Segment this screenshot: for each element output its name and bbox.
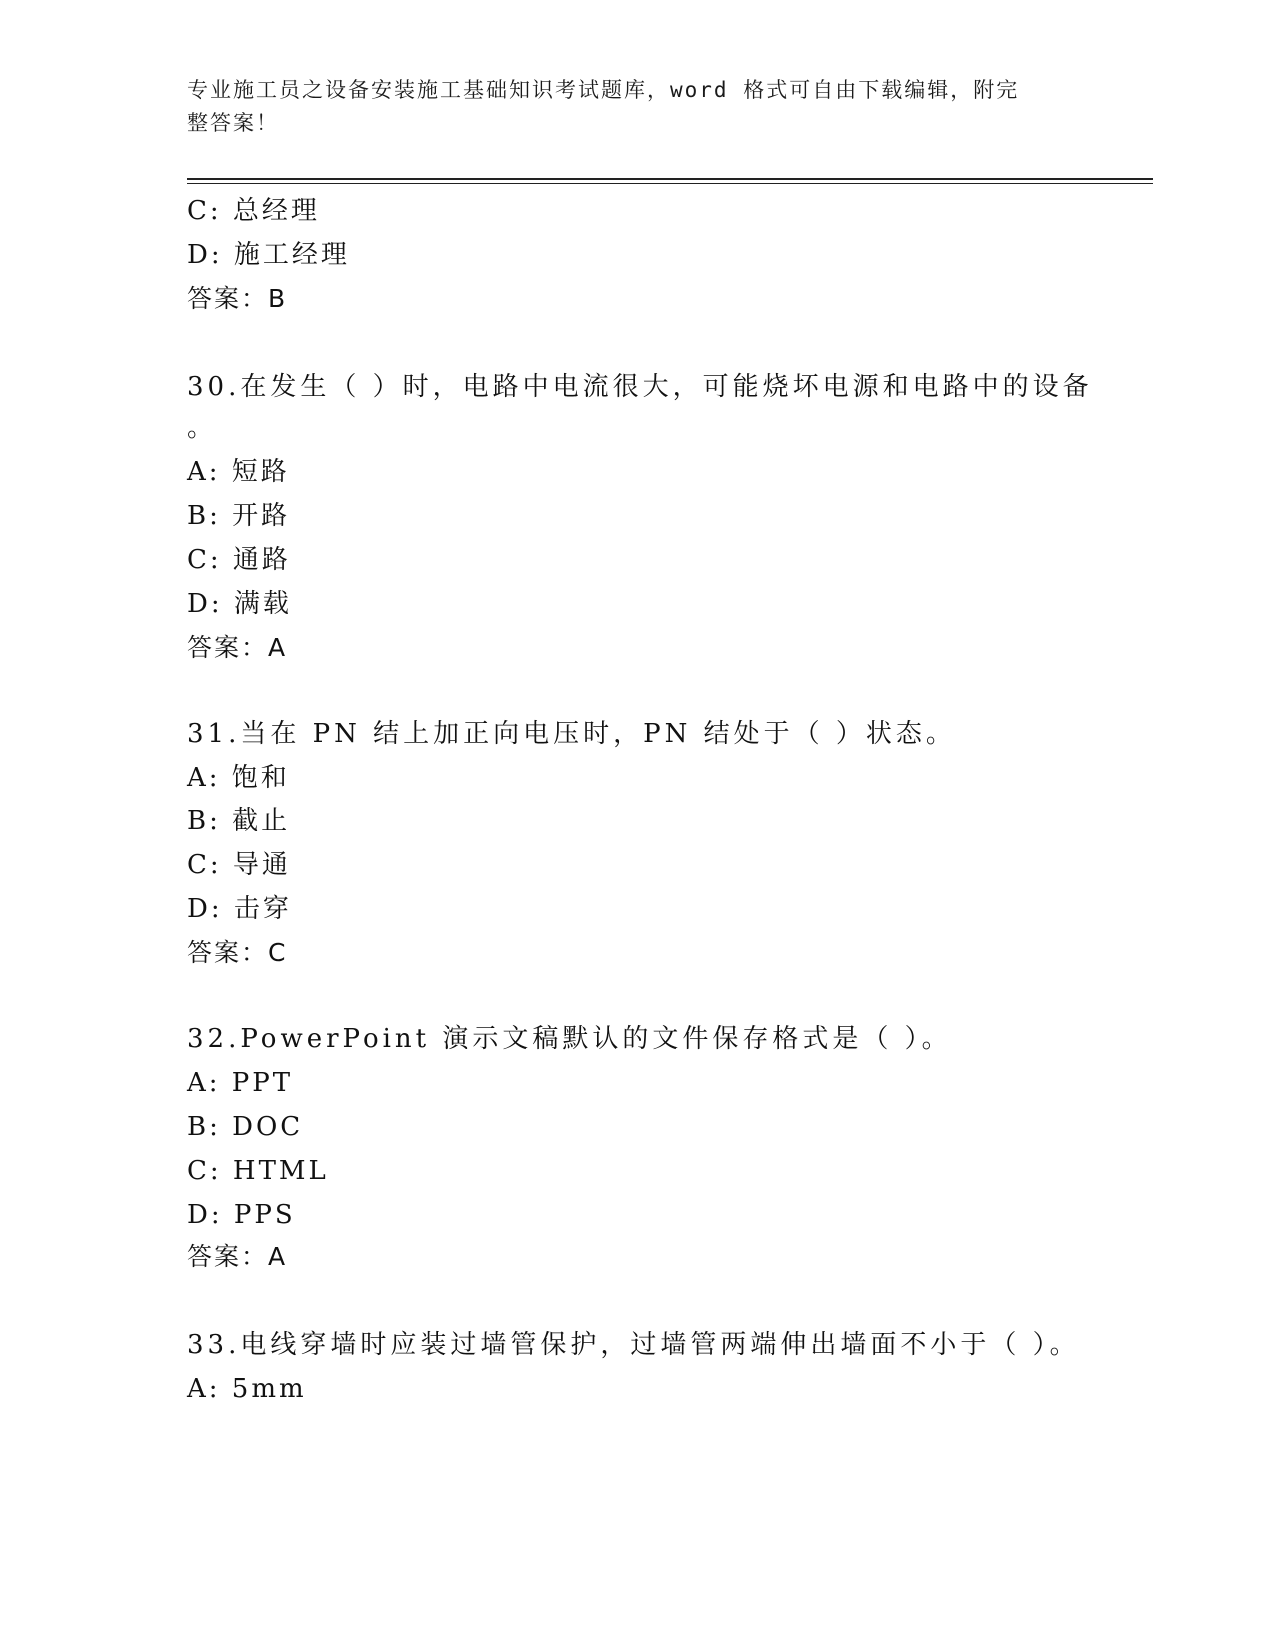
question-32-option-a: A: PPT [187,1068,294,1098]
header-divider-thick [187,178,1153,180]
header-divider-thin [187,183,1153,184]
question-31-option-b: B: 截止 [187,806,291,836]
question-32-option-c: C: HTML [187,1156,329,1186]
question-30-answer: 答案：A [187,633,288,662]
question-30-text: 30.在发生（ ）时，电路中电流很大，可能烧坏电源和电路中的设备 [187,372,1093,402]
question-31-text: 31.当在 PN 结上加正向电压时，PN 结处于（ ）状态。 [187,719,956,749]
question-32-answer: 答案：A [187,1242,288,1271]
header-line-1: 专业施工员之设备安装施工基础知识考试题库，word 格式可自由下载编辑，附完 [187,78,1020,102]
question-31-option-a: A: 饱和 [187,763,290,793]
question-30-option-d: D: 满载 [187,589,292,619]
question-32-text: 32.PowerPoint 演示文稿默认的文件保存格式是（ ）。 [187,1024,952,1054]
question-31-answer: 答案：C [187,938,288,967]
question-30-text-cont: 。 [187,413,217,443]
question-32-option-b: B: DOC [187,1112,304,1142]
question-31-option-d: D: 击穿 [187,894,292,924]
question-30-option-c: C: 通路 [187,545,291,575]
question-33-text: 33.电线穿墙时应装过墙管保护，过墙管两端伸出墙面不小于（ ）。 [187,1330,1080,1360]
prev-answer: 答案：B [187,284,288,313]
header-line-2: 整答案！ [187,111,279,135]
question-31-option-c: C: 导通 [187,850,291,880]
question-33-option-a: A: 5mm [187,1374,307,1404]
prev-option-c: C: 总经理 [187,196,320,226]
prev-option-d: D: 施工经理 [187,240,350,270]
question-30-option-a: A: 短路 [187,457,290,487]
question-30-option-b: B: 开路 [187,501,291,531]
question-32-option-d: D: PPS [187,1200,296,1230]
document-header [187,74,1067,140]
